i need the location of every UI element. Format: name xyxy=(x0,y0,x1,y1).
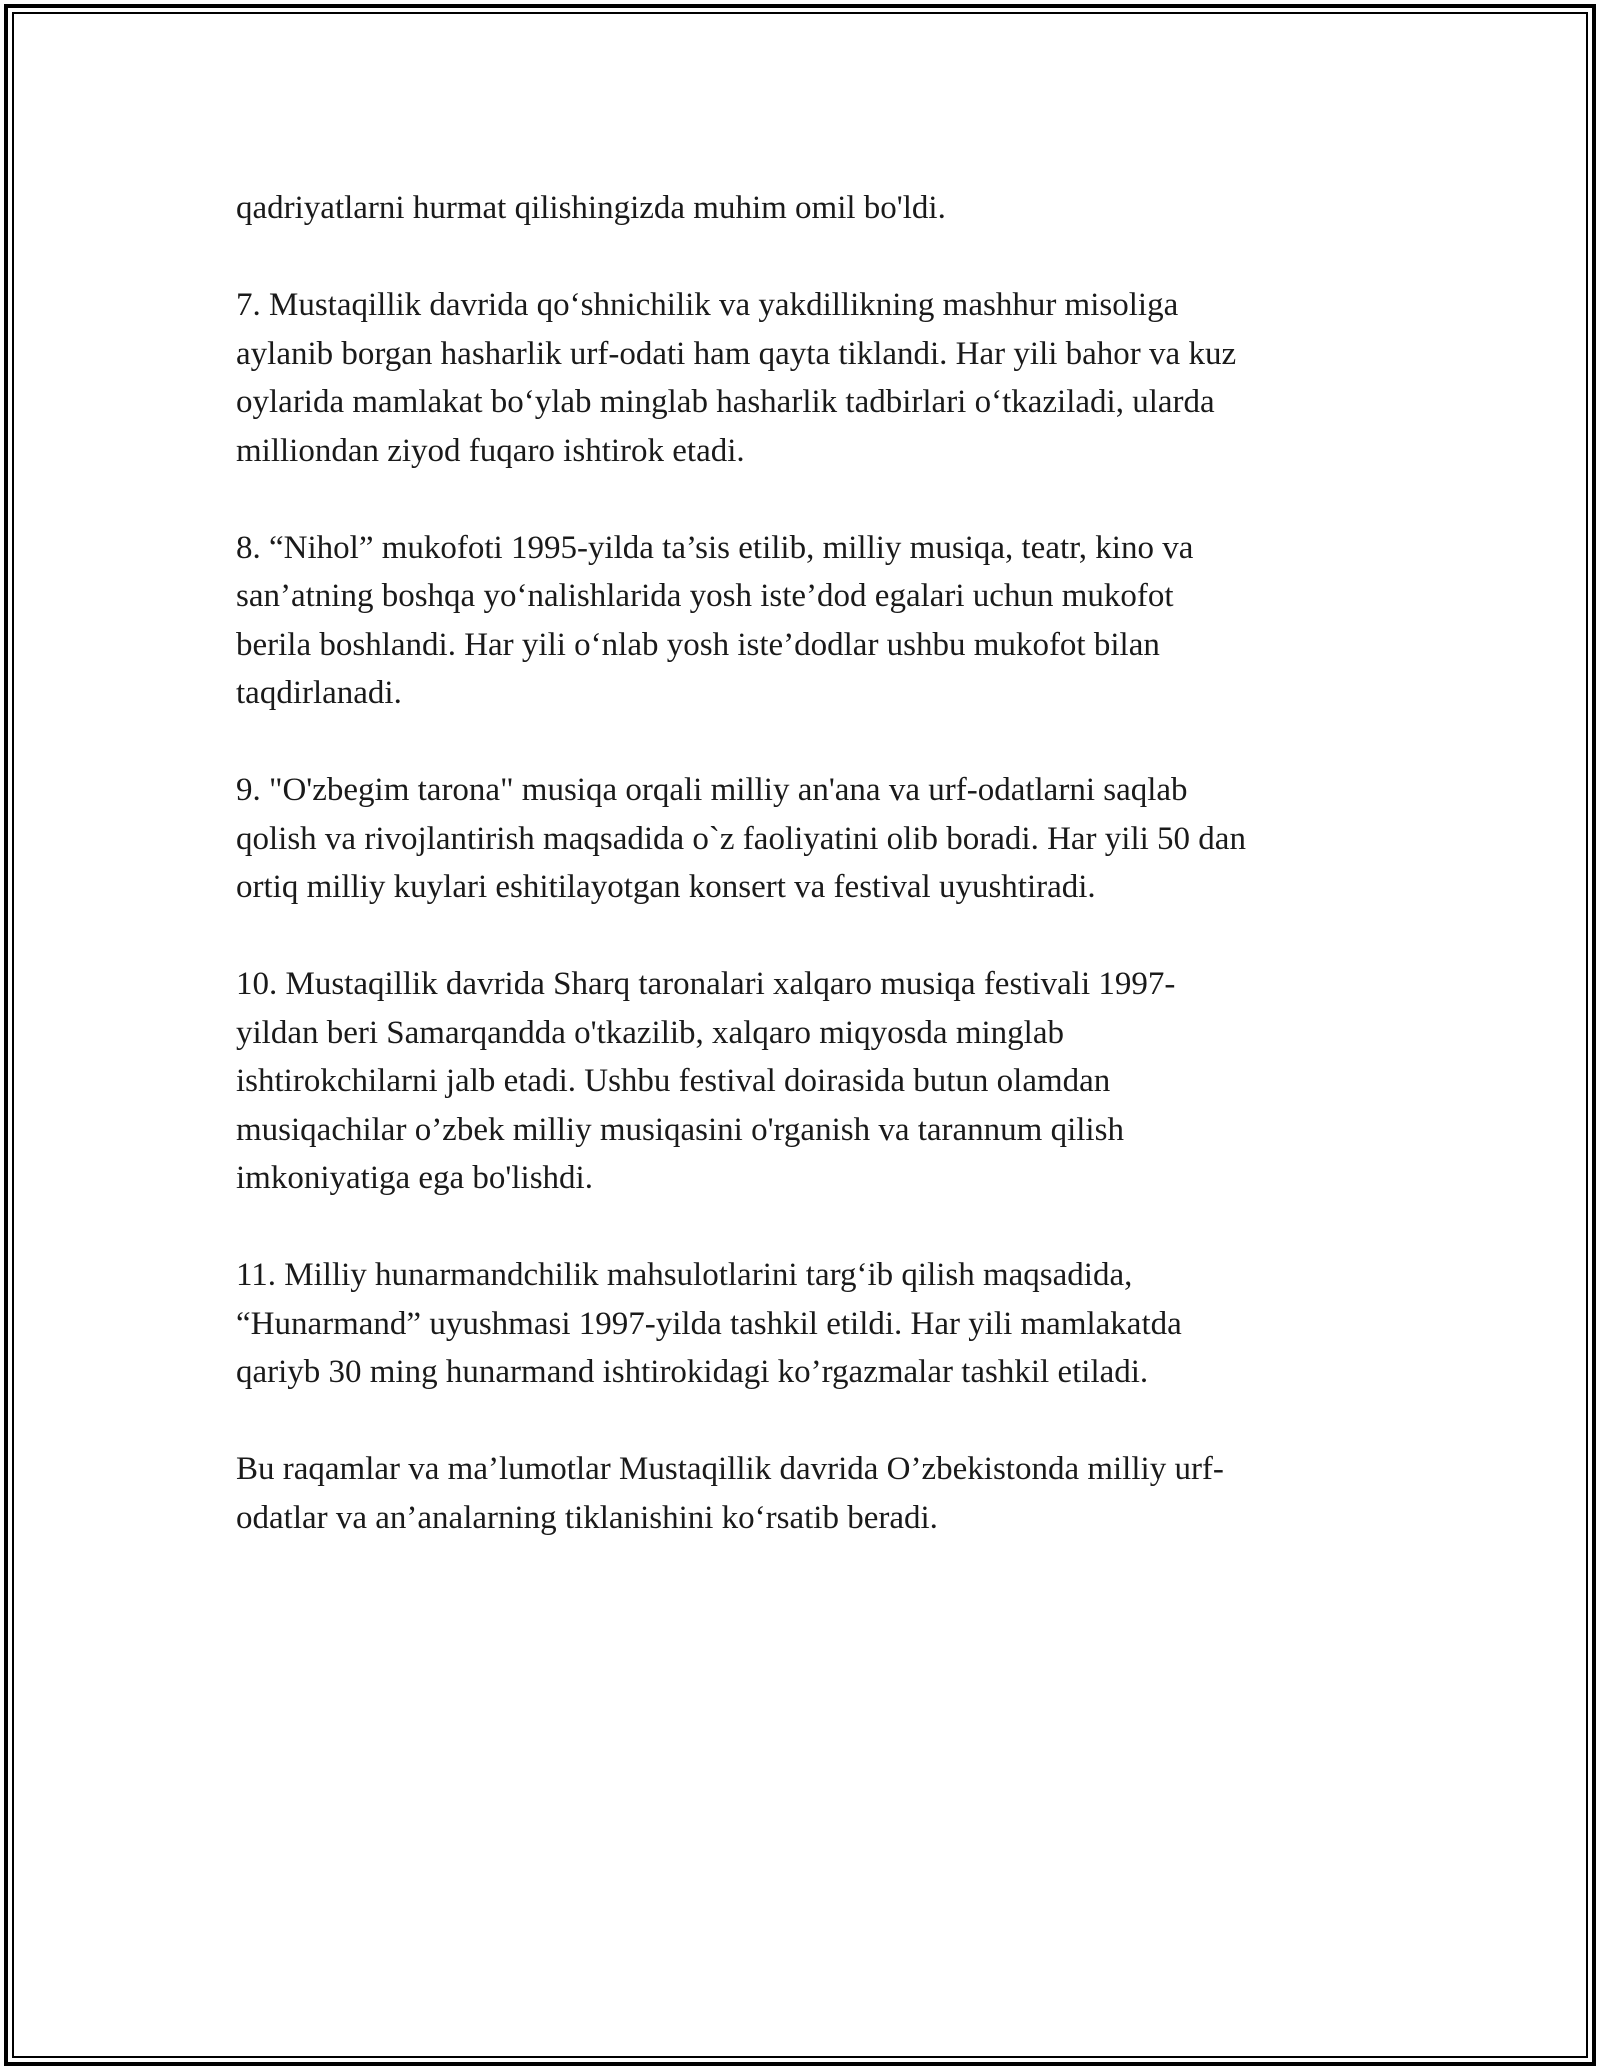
text-line: qadriyatlarni hurmat qilishingizda muhim omil bo'ldi. xyxy=(236,190,946,226)
paragraph-item-10 xyxy=(236,960,1376,1203)
paragraph-item-7 xyxy=(236,281,1376,475)
text-line: milliondan ziyod fuqaro ishtirok etadi. xyxy=(236,432,745,469)
text-line: odatlar va an’analarning tiklanishini ko‘rsatib beradi. xyxy=(236,1499,938,1536)
text-line: oylarida mamlakat bo‘ylab minglab hasharlik tadbirlari o‘tkaziladi, ularda xyxy=(236,384,1215,420)
text-line: qariyb 30 ming hunarmand ishtirokidagi ko’rgazmalar tashkil etiladi. xyxy=(236,1354,1149,1390)
text-line: qolish va rivojlantirish maqsadida o`z faoliyatini olib boradi. Har yili 50 dan xyxy=(236,820,1246,857)
text-line: musiqachilar o’zbek milliy musiqasini o'rganish va tarannum qilish xyxy=(236,1111,1124,1148)
text-line: “Hunarmand” uyushmasi 1997-yilda tashkil etildi. Har yili mamlakatda xyxy=(236,1305,1182,1342)
text-line: 11. Milliy hunarmandchilik mahsulotlarini targ‘ib qilish maqsadida, xyxy=(236,1257,1133,1293)
document-body xyxy=(236,184,1376,1591)
paragraph-item-11 xyxy=(236,1251,1376,1397)
text-line: 9. "O'zbegim tarona" musiqa orqali milliy an'ana va urf-odatlarni saqlab xyxy=(236,772,1188,808)
text-line: 10. Mustaqillik davrida Sharq taronalari xalqaro musiqa festivali 1997- xyxy=(236,966,1176,1002)
paragraph-continuation xyxy=(236,184,1376,233)
text-line: berila boshlandi. Har yili o‘nlab yosh iste’dodlar ushbu mukofot bilan xyxy=(236,626,1160,663)
text-line: imkoniyatiga ega bo'lishdi. xyxy=(236,1160,593,1196)
text-line: ishtirokchilarni jalb etadi. Ushbu festival doirasida butun olamdan xyxy=(236,1063,1111,1099)
text-line: aylanib borgan hasharlik urf-odati ham qayta tiklandi. Har yili bahor va kuz xyxy=(236,335,1237,372)
paragraph-item-8 xyxy=(236,524,1376,718)
text-line: 7. Mustaqillik davrida qo‘shnichilik va yakdillikning mashhur misoliga xyxy=(236,287,1179,323)
paragraph-item-9 xyxy=(236,766,1376,912)
text-line: taqdirlanadi. xyxy=(236,675,402,711)
text-line: ortiq milliy kuylari eshitilayotgan konsert va festival uyushtiradi. xyxy=(236,869,1096,905)
text-line: san’atning boshqa yo‘nalishlarida yosh iste’dod egalari uchun mukofot xyxy=(236,578,1174,614)
text-line: yildan beri Samarqandda o'tkazilib, xalqaro miqyosda minglab xyxy=(236,1014,1064,1051)
text-line: Bu raqamlar va ma’lumotlar Mustaqillik davrida O’zbekistonda milliy urf- xyxy=(236,1451,1224,1487)
text-line: 8. “Nihol” mukofoti 1995-yilda ta’sis etilib, milliy musiqa, teatr, kino va xyxy=(236,529,1194,566)
paragraph-conclusion xyxy=(236,1445,1376,1542)
